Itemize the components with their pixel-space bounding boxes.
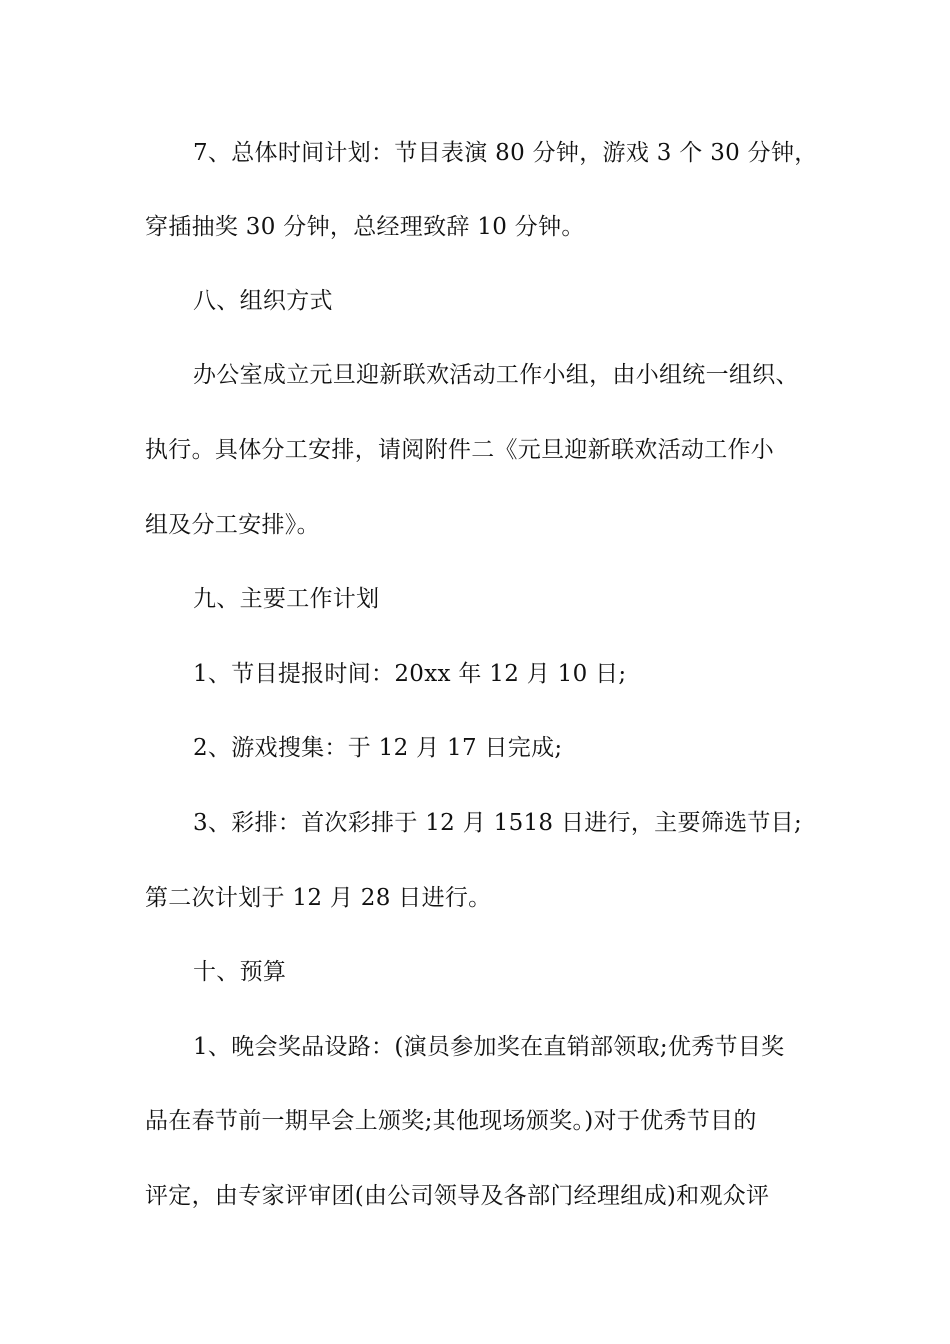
paragraph-line: 组及分工安排》。 — [145, 512, 320, 538]
paragraph-line: 评定，由专家评审团(由公司领导及各部门经理组成)和观众评 — [145, 1183, 770, 1209]
section-heading: 十、预算 — [193, 959, 287, 985]
paragraph-line: 执行。具体分工安排，请阅附件二《元旦迎新联欢活动工作小 — [145, 437, 775, 463]
list-item: 3、彩排：首次彩排于 12 月 1518 日进行，主要筛选节目; — [193, 810, 803, 836]
paragraph-line: 办公室成立元旦迎新联欢活动工作小组，由小组统一组织、 — [193, 362, 799, 388]
section-heading: 八、组织方式 — [193, 288, 333, 314]
list-item: 2、游戏搜集：于 12 月 17 日完成; — [193, 735, 563, 761]
section-heading: 九、主要工作计划 — [193, 586, 380, 612]
list-item: 1、晚会奖品设路：(演员参加奖在直销部领取;优秀节目奖 — [193, 1034, 785, 1060]
paragraph-line: 穿插抽奖 30 分钟，总经理致辞 10 分钟。 — [145, 214, 585, 240]
paragraph-line: 7、总体时间计划：节目表演 80 分钟，游戏 3 个 30 分钟， — [193, 140, 818, 166]
list-item: 1、节目提报时间：20xx 年 12 月 10 日; — [193, 661, 627, 687]
paragraph-line: 品在春节前一期早会上颁奖;其他现场颁奖。)对于优秀节目的 — [145, 1108, 757, 1134]
paragraph-line: 第二次计划于 12 月 28 日进行。 — [145, 885, 492, 911]
